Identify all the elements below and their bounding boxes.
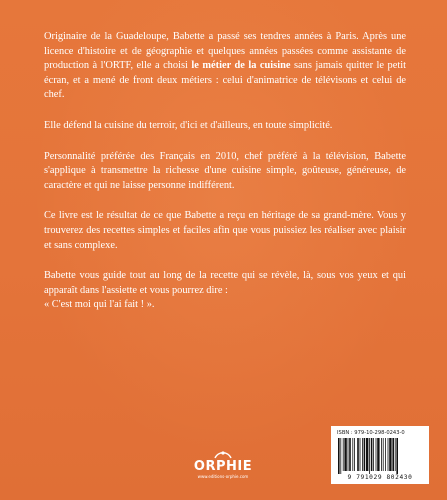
publisher-logo	[186, 449, 260, 479]
barcode-bar	[369, 438, 370, 474]
barcode-bar	[360, 438, 361, 471]
publisher-mark-icon	[213, 449, 233, 459]
barcode-bar	[344, 438, 346, 471]
barcode-bar	[388, 438, 389, 471]
barcode-bar	[373, 438, 374, 471]
barcode-bar	[338, 438, 340, 474]
paragraph-book: Ce livre est le résultat de ce que Babette a reçu en héritage de sa grand-mère. Vous y trouverez des recettes simples et faciles afin que vous puissiez les réaliser avec plaisir et sans complexe.	[44, 210, 406, 251]
barcode-bar	[357, 438, 359, 471]
barcode-panel	[331, 426, 429, 484]
barcode-bar	[349, 438, 351, 471]
quote-text: « C'est moi qui l'ai fait ! ».	[44, 299, 155, 311]
barcode-bar	[377, 438, 379, 471]
paragraph-personality: Personnalité préférée des Français en 2010, chef préféré à la télévision, Babette s'applique à transmettre la richesse d'une cuisine simple, goûteuse, généreuse, de caractère et qui ne laisse personne indifférent.	[44, 150, 406, 191]
barcode-bar	[376, 438, 377, 471]
paragraph-text: sans jamais quitter le petit écran, et a mené de front deux métiers : celui d'animatrice de télévisons et celui de chef.	[44, 60, 406, 101]
publisher-name: ORPHIE	[193, 459, 253, 474]
barcode-bar	[362, 438, 363, 471]
barcode-digits: 9 791029 802430	[347, 474, 413, 481]
isbn-label: ISBN : 979-10-298-0243-0	[337, 430, 405, 436]
barcode-bar	[366, 438, 368, 471]
barcode-bar	[348, 438, 349, 471]
barcode-bar	[396, 438, 398, 474]
paragraph-text: Originaire de la Guadeloupe, Babette a passé ses tendres années à Paris. Après une licence d'histoire et de géographie et quelques années passées comme assistante de production à l'ORTF, elle a choisi	[44, 31, 406, 72]
paragraph-biography	[44, 30, 406, 103]
barcode-bar	[389, 438, 391, 471]
barcode-bar	[395, 438, 396, 471]
barcode-bar	[385, 438, 386, 471]
barcode-bar	[352, 438, 353, 471]
highlight-text: le métier de la cuisine	[191, 60, 291, 72]
barcode-bar	[364, 438, 366, 471]
publisher-url: www.editions-orphie.com	[197, 474, 249, 479]
barcode-bar	[383, 438, 384, 471]
barcode-bar	[371, 438, 373, 471]
barcode-bar	[381, 438, 382, 471]
barcode-icon	[337, 438, 423, 474]
barcode-bar	[392, 438, 394, 471]
blurb-text	[44, 30, 406, 329]
barcode-bar	[340, 438, 341, 474]
barcode-bar	[343, 438, 344, 471]
barcode-bar	[354, 438, 355, 471]
paragraph-text: Babette vous guide tout au long de la recette qui se révèle, là, sous vos yeux et qui apparaît dans l'assiette et vous pourrez dire :	[44, 270, 406, 296]
paragraph-philosophy: Elle défend la cuisine du terroir, d'ici et d'ailleurs, en toute simplicité.	[44, 119, 333, 131]
paragraph-guide	[44, 269, 406, 313]
